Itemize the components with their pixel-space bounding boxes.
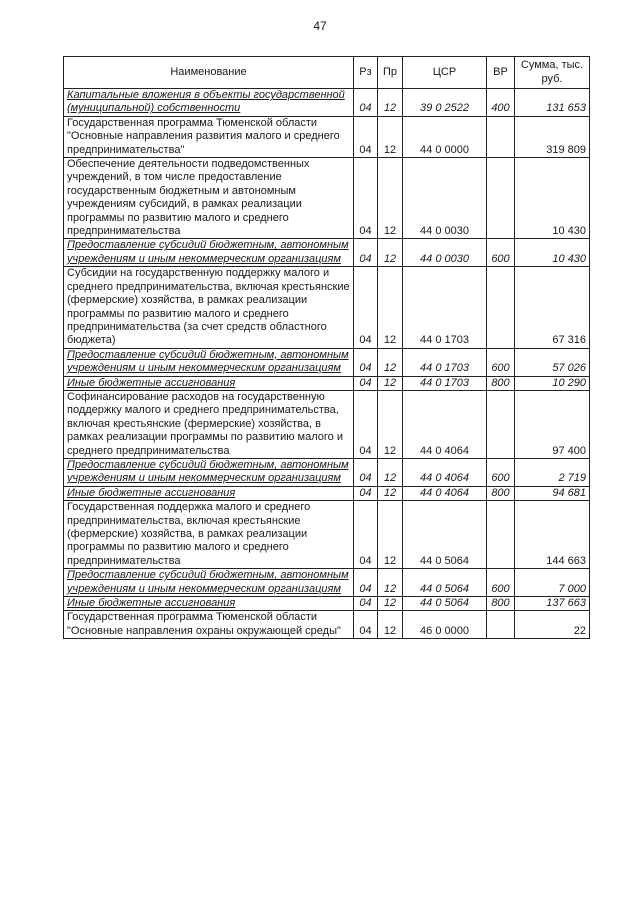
cell-sum: 57 026 [515,348,590,376]
cell-vr [487,116,515,157]
cell-csr: 44 0 0000 [403,116,487,157]
table-row [64,390,590,458]
cell-pr: 12 [378,348,403,376]
cell-vr [487,158,515,239]
cell-name: Предоставление субсидий бюджетным, автономным учреждениям и иным некоммерческим организациям [64,239,354,267]
cell-vr [487,267,515,348]
table-row [64,611,590,639]
cell-pr: 12 [378,569,403,597]
cell-vr [487,390,515,458]
header-sum: Сумма, тыс. руб. [515,57,590,89]
cell-rz: 04 [354,597,378,611]
cell-csr: 44 0 5064 [403,501,487,569]
cell-pr: 12 [378,486,403,500]
cell-name: Предоставление субсидий бюджетным, автономным учреждениям и иным некоммерческим организациям [64,569,354,597]
cell-vr [487,501,515,569]
cell-csr: 44 0 1703 [403,376,487,390]
cell-csr: 44 0 5064 [403,597,487,611]
cell-rz: 04 [354,158,378,239]
cell-sum: 94 681 [515,486,590,500]
cell-rz: 04 [354,116,378,157]
header-rz: Рз [354,57,378,89]
cell-rz: 04 [354,89,378,117]
cell-sum: 2 719 [515,458,590,486]
header-csr: ЦСР [403,57,487,89]
cell-rz: 04 [354,569,378,597]
table-row [64,89,590,117]
header-name: Наименование [64,57,354,89]
cell-pr: 12 [378,239,403,267]
table-header-row [64,57,590,89]
cell-rz: 04 [354,458,378,486]
cell-sum: 97 400 [515,390,590,458]
cell-rz: 04 [354,611,378,639]
page-number: 47 [313,19,327,33]
cell-sum: 10 290 [515,376,590,390]
cell-sum: 10 430 [515,158,590,239]
cell-rz: 04 [354,390,378,458]
cell-sum: 144 663 [515,501,590,569]
table-row [64,116,590,157]
cell-sum: 7 000 [515,569,590,597]
cell-pr: 12 [378,158,403,239]
table-body [64,89,590,639]
cell-pr: 12 [378,597,403,611]
table-row [64,376,590,390]
cell-vr: 800 [487,376,515,390]
table-row [64,239,590,267]
cell-pr: 12 [378,89,403,117]
cell-name: Субсидии на государственную поддержку малого и среднего предпринимательства, включая крестьянские (фермерские) хозяйства, в рамках реализации программы по развитию малого и среднего предпринимательства (за счет средств областного бюджета) [64,267,354,348]
cell-csr: 44 0 0030 [403,158,487,239]
cell-pr: 12 [378,611,403,639]
cell-name: Государственная программа Тюменской области "Основные направления развития малого и среднего предпринимательства" [64,116,354,157]
table-row [64,501,590,569]
cell-sum: 319 809 [515,116,590,157]
cell-csr: 44 0 0030 [403,239,487,267]
cell-vr: 600 [487,239,515,267]
header-vr: ВР [487,57,515,89]
table-row [64,267,590,348]
cell-pr: 12 [378,390,403,458]
cell-name: Обеспечение деятельности подведомственных учреждений, в том числе предоставление государственным бюджетным и автономным учреждениям субсидий, в рамках реализации программы по развитию малого и среднего предпринимательства [64,158,354,239]
cell-vr: 600 [487,569,515,597]
cell-name: Государственная поддержка малого и среднего предпринимательства, включая крестьянские (фермерские) хозяйства, в рамках реализации программы по развитию малого и среднего предпринимательства [64,501,354,569]
cell-rz: 04 [354,376,378,390]
cell-pr: 12 [378,501,403,569]
cell-rz: 04 [354,348,378,376]
cell-csr: 39 0 2522 [403,89,487,117]
cell-name: Иные бюджетные ассигнования [64,597,354,611]
cell-name: Предоставление субсидий бюджетным, автономным учреждениям и иным некоммерческим организациям [64,348,354,376]
cell-sum: 10 430 [515,239,590,267]
cell-pr: 12 [378,376,403,390]
header-pr: Пр [378,57,403,89]
cell-pr: 12 [378,116,403,157]
cell-rz: 04 [354,486,378,500]
cell-vr: 600 [487,458,515,486]
cell-vr: 600 [487,348,515,376]
cell-name: Иные бюджетные ассигнования [64,486,354,500]
table-row [64,158,590,239]
cell-vr: 800 [487,597,515,611]
cell-csr: 44 0 4064 [403,390,487,458]
cell-sum: 137 663 [515,597,590,611]
table-row [64,486,590,500]
cell-rz: 04 [354,239,378,267]
cell-name: Софинансирование расходов на государственную поддержку малого и среднего предпринимательства, включая крестьянские (фермерские) хозяйства, в рамках реализации программы по развитию малого и среднего предпринимательства [64,390,354,458]
cell-vr: 800 [487,486,515,500]
cell-rz: 04 [354,267,378,348]
cell-pr: 12 [378,458,403,486]
cell-csr: 44 0 1703 [403,348,487,376]
cell-csr: 44 0 5064 [403,569,487,597]
cell-vr: 400 [487,89,515,117]
cell-name: Иные бюджетные ассигнования [64,376,354,390]
budget-table [63,56,590,639]
cell-csr: 44 0 4064 [403,486,487,500]
cell-csr: 44 0 4064 [403,458,487,486]
table-row [64,569,590,597]
cell-csr: 44 0 1703 [403,267,487,348]
cell-csr: 46 0 0000 [403,611,487,639]
cell-name: Предоставление субсидий бюджетным, автономным учреждениям и иным некоммерческим организациям [64,458,354,486]
cell-sum: 131 653 [515,89,590,117]
cell-pr: 12 [378,267,403,348]
cell-rz: 04 [354,501,378,569]
cell-vr [487,611,515,639]
cell-sum: 67 316 [515,267,590,348]
cell-sum: 22 [515,611,590,639]
table-row [64,348,590,376]
table-row [64,458,590,486]
cell-name: Государственная программа Тюменской области "Основные направления охраны окружающей среды" [64,611,354,639]
cell-name: Капитальные вложения в объекты государственной (муниципальной) собственности [64,89,354,117]
table-row [64,597,590,611]
